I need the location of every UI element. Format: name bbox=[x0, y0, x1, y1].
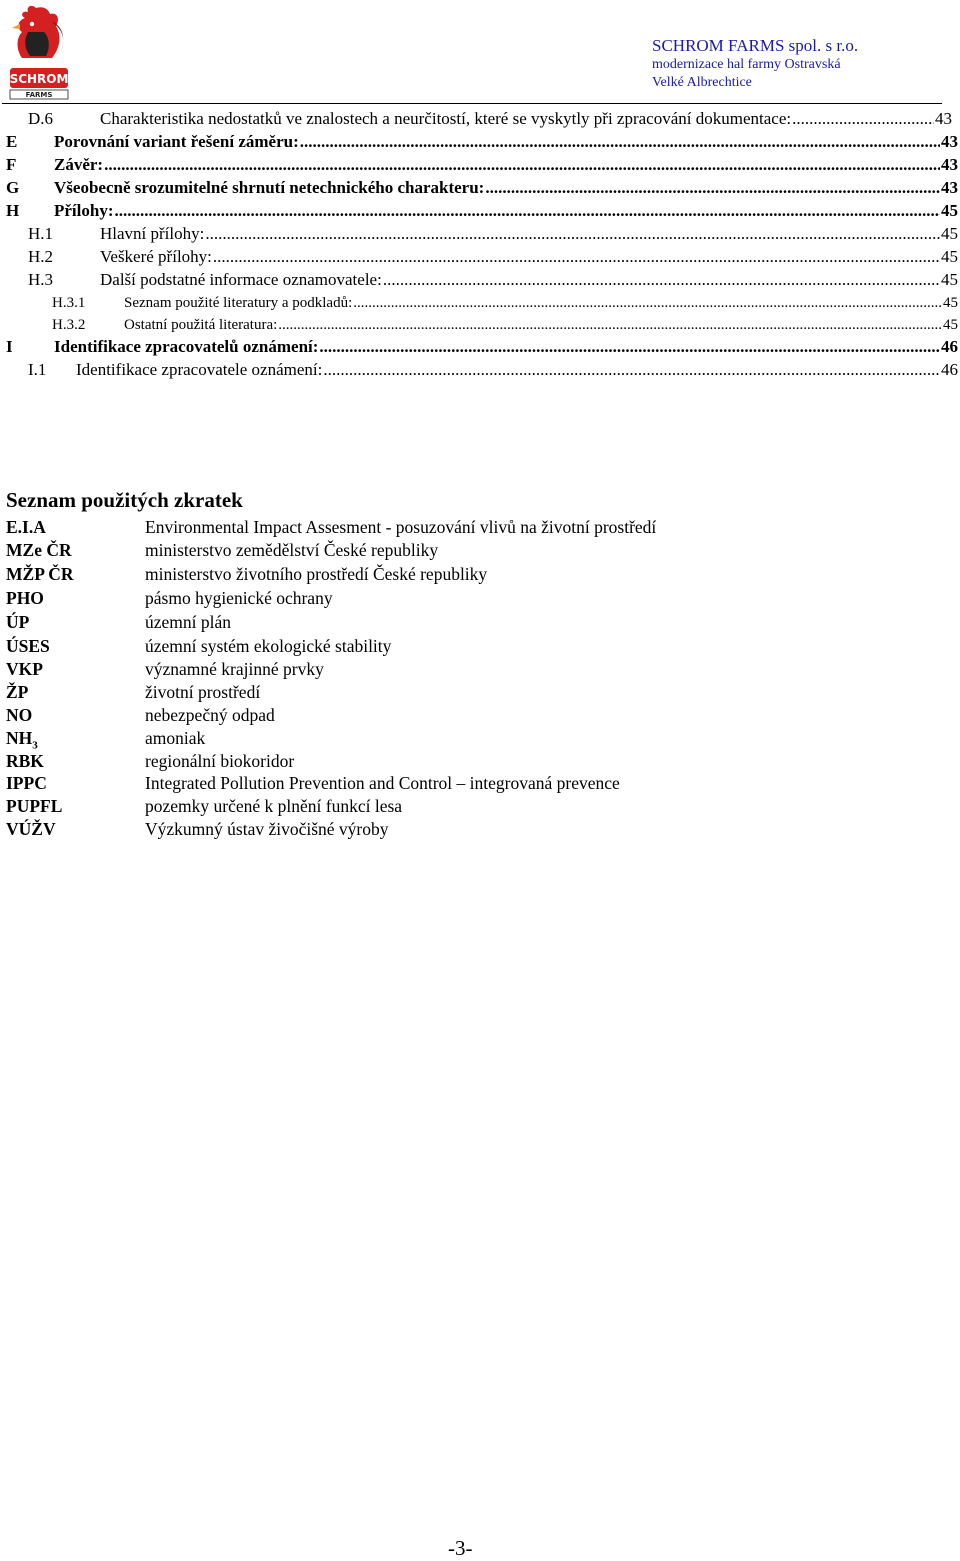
company-name: SCHROM FARMS spol. s r.o. bbox=[652, 36, 859, 55]
project-location: Velké Albrechtice bbox=[652, 75, 752, 90]
logo-subtext: FARMS bbox=[25, 91, 53, 99]
toc-leader bbox=[278, 314, 942, 336]
abbreviation-code: ŽP bbox=[6, 682, 29, 702]
toc-title: Veškeré přílohy: bbox=[100, 247, 212, 266]
toc-page: 45 bbox=[941, 247, 958, 266]
toc-page: 45 bbox=[941, 224, 958, 243]
abbreviation-description: územní plán bbox=[145, 612, 232, 632]
abbreviation-code: VKP bbox=[6, 659, 43, 679]
toc-page: 43 bbox=[935, 109, 952, 128]
abbreviation-description: Výzkumný ústav živočišné výroby bbox=[145, 819, 389, 839]
toc-title: Porovnání variant řešení záměru: bbox=[54, 132, 299, 151]
toc-entry-h32[interactable] bbox=[52, 314, 958, 336]
toc-number: H.3 bbox=[28, 270, 54, 289]
toc-entry-h3[interactable] bbox=[28, 269, 958, 291]
toc-number: H.1 bbox=[28, 224, 54, 243]
toc-title: Hlavní přílohy: bbox=[100, 224, 205, 243]
toc-page: 46 bbox=[941, 337, 958, 356]
toc-entry-f[interactable] bbox=[6, 154, 958, 176]
toc-leader bbox=[383, 269, 940, 291]
abbreviations-heading: Seznam použitých zkratek bbox=[6, 488, 243, 512]
toc-leader bbox=[213, 246, 940, 268]
abbreviation-code: RBK bbox=[6, 751, 44, 771]
abbreviation-subscript: 3 bbox=[32, 739, 38, 752]
page-number: -3- bbox=[448, 1536, 473, 1560]
abbreviation-code: ÚSES bbox=[6, 636, 50, 656]
project-name: modernizace hal farmy Ostravská bbox=[652, 57, 841, 72]
toc-number: F bbox=[6, 155, 17, 174]
toc-number: E bbox=[6, 132, 18, 151]
abbreviation-code: ÚP bbox=[6, 612, 30, 632]
abbreviation-code: NO bbox=[6, 705, 33, 725]
toc-page: 45 bbox=[943, 295, 958, 311]
abbreviation-description: Integrated Pollution Prevention and Control – integrovaná prevence bbox=[145, 773, 620, 793]
toc-leader bbox=[115, 200, 941, 222]
toc-entry-h31[interactable] bbox=[52, 292, 958, 314]
toc-title: Všeobecně srozumitelné shrnutí netechnického charakteru: bbox=[54, 178, 485, 197]
logo-wordmark: SCHROM bbox=[9, 72, 69, 86]
toc-entry-g[interactable] bbox=[6, 177, 958, 199]
toc-entry-e[interactable] bbox=[6, 131, 958, 153]
toc-page: 43 bbox=[941, 178, 958, 197]
abbreviation-description: nebezpečný odpad bbox=[145, 705, 275, 725]
toc-number: H.3.1 bbox=[52, 295, 86, 311]
toc-title: Charakteristika nedostatků ve znalostech a neurčitostí, které se vyskytly při zpracování dokumentace: bbox=[100, 109, 792, 128]
toc-title: Závěr: bbox=[54, 155, 104, 174]
toc-page: 45 bbox=[941, 201, 958, 220]
toc-leader bbox=[485, 177, 940, 199]
toc-entry-h[interactable] bbox=[6, 200, 958, 222]
toc-page: 43 bbox=[941, 132, 958, 151]
abbreviation-description: Environmental Impact Assesment - posuzování vlivů na životní prostředí bbox=[145, 517, 657, 537]
toc-title: Přílohy: bbox=[54, 201, 114, 220]
toc-entry-i[interactable] bbox=[6, 336, 958, 358]
abbreviation-description: životní prostředí bbox=[145, 682, 261, 702]
toc-leader bbox=[353, 292, 942, 314]
abbreviation-description: ministerstvo zemědělství České republiky bbox=[145, 540, 439, 560]
toc-page: 45 bbox=[943, 317, 958, 333]
toc-title: Identifikace zpracovatelů oznámení: bbox=[54, 337, 319, 356]
toc-leader bbox=[319, 336, 940, 358]
toc-entry-d6[interactable] bbox=[28, 108, 952, 130]
toc-title: Ostatní použitá literatura: bbox=[124, 317, 278, 333]
toc-number: H bbox=[6, 201, 20, 220]
toc-leader bbox=[205, 223, 940, 245]
abbreviation-code-base: NH bbox=[6, 728, 33, 748]
abbreviation-description: pozemky určené k plnění funkcí lesa bbox=[145, 796, 403, 816]
toc-title: Identifikace zpracovatele oznámení: bbox=[76, 360, 323, 379]
abbreviation-code: PUPFL bbox=[6, 796, 63, 816]
abbreviation-code: MZe ČR bbox=[6, 540, 72, 560]
header-divider bbox=[2, 103, 942, 104]
toc-number: D.6 bbox=[28, 109, 54, 128]
toc-page: 43 bbox=[941, 155, 958, 174]
toc-entry-h1[interactable] bbox=[28, 223, 958, 245]
abbreviation-description: ministerstvo životního prostředí České republiky bbox=[145, 564, 488, 584]
abbreviation-description: pásmo hygienické ochrany bbox=[145, 588, 333, 608]
toc-leader bbox=[104, 154, 940, 176]
toc-leader bbox=[300, 131, 940, 153]
toc-entry-i1[interactable] bbox=[28, 359, 958, 381]
abbreviation-code: MŽP ČR bbox=[6, 564, 74, 584]
toc-number: G bbox=[6, 178, 20, 197]
toc-page: 46 bbox=[941, 360, 958, 379]
company-logo bbox=[6, 2, 70, 102]
toc-title: Další podstatné informace oznamovatele: bbox=[100, 270, 382, 289]
abbreviation-description: významné krajinné prvky bbox=[145, 659, 324, 679]
toc-leader bbox=[792, 108, 934, 130]
toc-number: H.2 bbox=[28, 247, 54, 266]
abbreviation-description: regionální biokoridor bbox=[145, 751, 295, 771]
toc-number: H.3.2 bbox=[52, 317, 86, 333]
toc-number: I bbox=[6, 337, 13, 356]
toc-leader bbox=[323, 359, 940, 381]
toc-entry-h2[interactable] bbox=[28, 246, 958, 268]
toc-number: I.1 bbox=[28, 360, 47, 379]
abbreviation-code: E.I.A bbox=[6, 517, 46, 537]
abbreviation-description: amoniak bbox=[145, 728, 206, 748]
abbreviation-code: PHO bbox=[6, 588, 44, 608]
toc-page: 45 bbox=[941, 270, 958, 289]
abbreviation-code: IPPC bbox=[6, 773, 47, 793]
toc-title: Seznam použité literatury a podkladů: bbox=[124, 295, 353, 311]
abbreviation-code: VÚŽV bbox=[6, 819, 56, 839]
abbreviation-description: územní systém ekologické stability bbox=[145, 636, 392, 656]
company-header bbox=[652, 36, 902, 92]
